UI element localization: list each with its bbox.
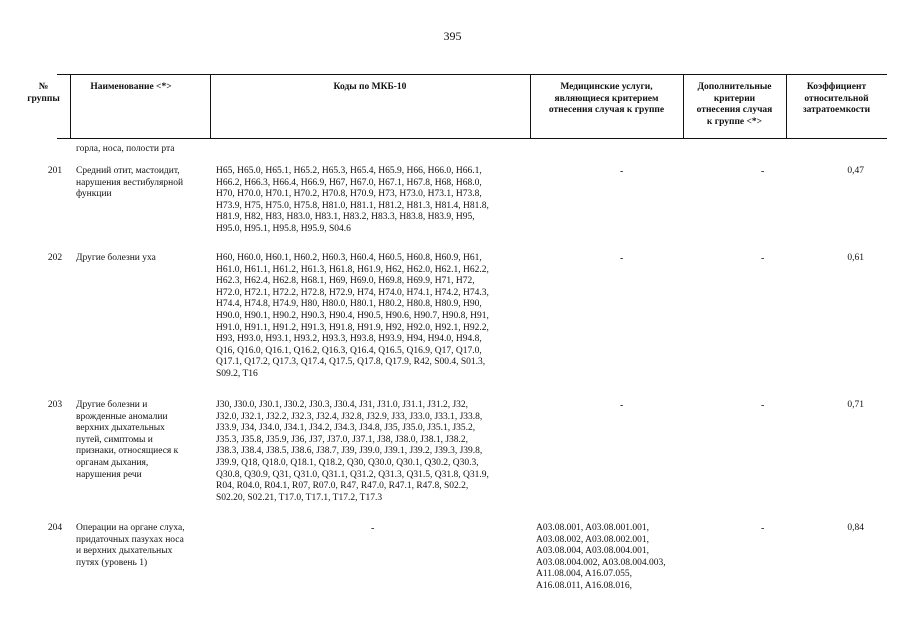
header-top-rule — [57, 74, 887, 75]
row-201-coefficient: 0,47 — [847, 166, 864, 176]
row-204-number: 204 — [47, 523, 63, 533]
row-203-number: 203 — [47, 400, 63, 410]
row-204-codes: - — [371, 523, 375, 534]
row-203-services: - — [620, 400, 624, 411]
header-icd-codes: Коды по МКБ-10 — [333, 82, 407, 92]
header-bottom-rule — [57, 138, 887, 139]
row-201-number: 201 — [47, 166, 63, 176]
header-medical-services: Медицинские услуги, являющиеся критерием отнесения случая к группе — [548, 82, 665, 115]
row-202-codes: H60, H60.0, H60.1, H60.2, H60.3, H60.4, H60.5, H60.8, H60.9, H61, H61.0, H61.1, H61.2, H61.3, H61.8, H61.9, H62, H62.0, H62.1, H62.2, H62.3, H62.4, H62.8, H68.1, H69, H69.0, H69.8, H69.9, H71, H72, H72.0, H72.1, H72.2, H72.8, H72.9, H74, H74.0, H74.1, H74.2, H74.3, H74.4, H74.8, H74.9, H80, H80.0, H80.1, H80.2, H80.8, H80.9, H90, H90.0, H90.1, H90.2, H90.3, H90.4, H90.5, H90.6, H90.7, H90.8, H91, H91.0, H91.1, H91.2, H91.3, H91.8, H91.9, H92, H92.0, H92.1, H92.2, H93, H93.0, H93.1, H93.2, H93.3, H93.8, H93.9, H94, H94.0, H94.8, Q16, Q16.0, Q16.1, Q16.2, Q16.3, Q16.4, Q16.5, Q16.9, Q17, Q17.0, Q17.1, Q17.2, Q17.3, Q17.4, Q17.5, Q17.8, Q17.9, R42, S00.4, S01.3, S09.2, T16 — [216, 253, 489, 379]
header-additional-criteria: Дополнительные критерии отнесения случая к группе <*> — [696, 82, 773, 127]
row-201-name: Средний отит, мастоидит, нарушения вестибулярной функции — [76, 166, 184, 200]
row-202-services: - — [620, 253, 624, 264]
row-204-services: A03.08.001, A03.08.001.001, A03.08.002, A03.08.002.001, A03.08.004, A03.08.004.001, A03.08.004.002, A03.08.004.003, A11.08.004, A16.07.055, A16.08.011, A16.08.016, — [536, 523, 666, 591]
row-202-number: 202 — [47, 253, 63, 263]
column-divider — [70, 74, 71, 138]
row-203-coefficient: 0,71 — [847, 400, 864, 410]
header-name: Наименование <*> — [90, 82, 172, 92]
row-204-name: Операции на органе слуха, придаточных пазухах носа и верхних дыхательных путях (уровень 1) — [76, 523, 185, 568]
header-group-number: № группы — [27, 82, 60, 104]
continuation-text: горла, носа, полости рта — [76, 144, 175, 154]
row-203-codes: J30, J30.0, J30.1, J30.2, J30.3, J30.4, J31, J31.0, J31.1, J31.2, J32, J32.0, J32.1, J32.2, J32.3, J32.4, J32.8, J32.9, J33, J33.0, J33.1, J33.8, J33.9, J34, J34.0, J34.1, J34.2, J34.3, J34.8, J35, J35.0, J35.1, J35.2, J35.3, J35.8, J35.9, J36, J37, J37.0, J37.1, J38, J38.0, J38.1, J38.2, J38.3, J38.4, J38.5, J38.6, J38.7, J39, J39.0, J39.1, J39.2, J39.3, J39.8, J39.9, Q18, Q18.0, Q18.1, Q18.2, Q30, Q30.0, Q30.1, Q30.2, Q30.3, Q30.8, Q30.9, Q31, Q31.0, Q31.1, Q31.2, Q31.3, Q31.5, Q31.8, Q31.9, R04, R04.0, R04.1, R07, R07.0, R47, R47.0, R47.1, R47.8, S02.2, S02.20, S02.21, T17.0, T17.1, T17.2, T17.3 — [216, 400, 489, 503]
row-203-name: Другие болезни и врожденные аномалии верхних дыхательных путей, симптомы и признаки, относящиеся к органам дыхания, нарушения речи — [76, 400, 179, 480]
row-203-additional: - — [761, 400, 765, 411]
header-coefficient: Коэффициент относительной затратоемкости — [802, 82, 871, 115]
page-number: 395 — [443, 29, 462, 43]
row-202-name: Другие болезни уха — [76, 253, 156, 263]
row-201-services: - — [620, 166, 624, 177]
row-201-additional: - — [761, 166, 765, 177]
row-204-additional: - — [761, 523, 765, 534]
row-202-additional: - — [761, 253, 765, 264]
row-204-coefficient: 0,84 — [847, 523, 864, 533]
row-201-codes: H65, H65.0, H65.1, H65.2, H65.3, H65.4, H65.9, H66, H66.0, H66.1, H66.2, H66.3, H66.4, H66.9, H67, H67.0, H67.1, H67.8, H68, H68.0, H70, H70.0, H70.1, H70.2, H70.8, H70.9, H73, H73.0, H73.1, H73.8, H73.9, H75, H75.0, H75.8, H81.0, H81.1, H81.2, H81.3, H81.4, H81.8, H81.9, H82, H83, H83.0, H83.1, H83.2, H83.3, H83.8, H83.9, H95, H95.0, H95.1, H95.8, H95.9, S04.6 — [216, 166, 489, 234]
row-202-coefficient: 0,61 — [847, 253, 864, 263]
